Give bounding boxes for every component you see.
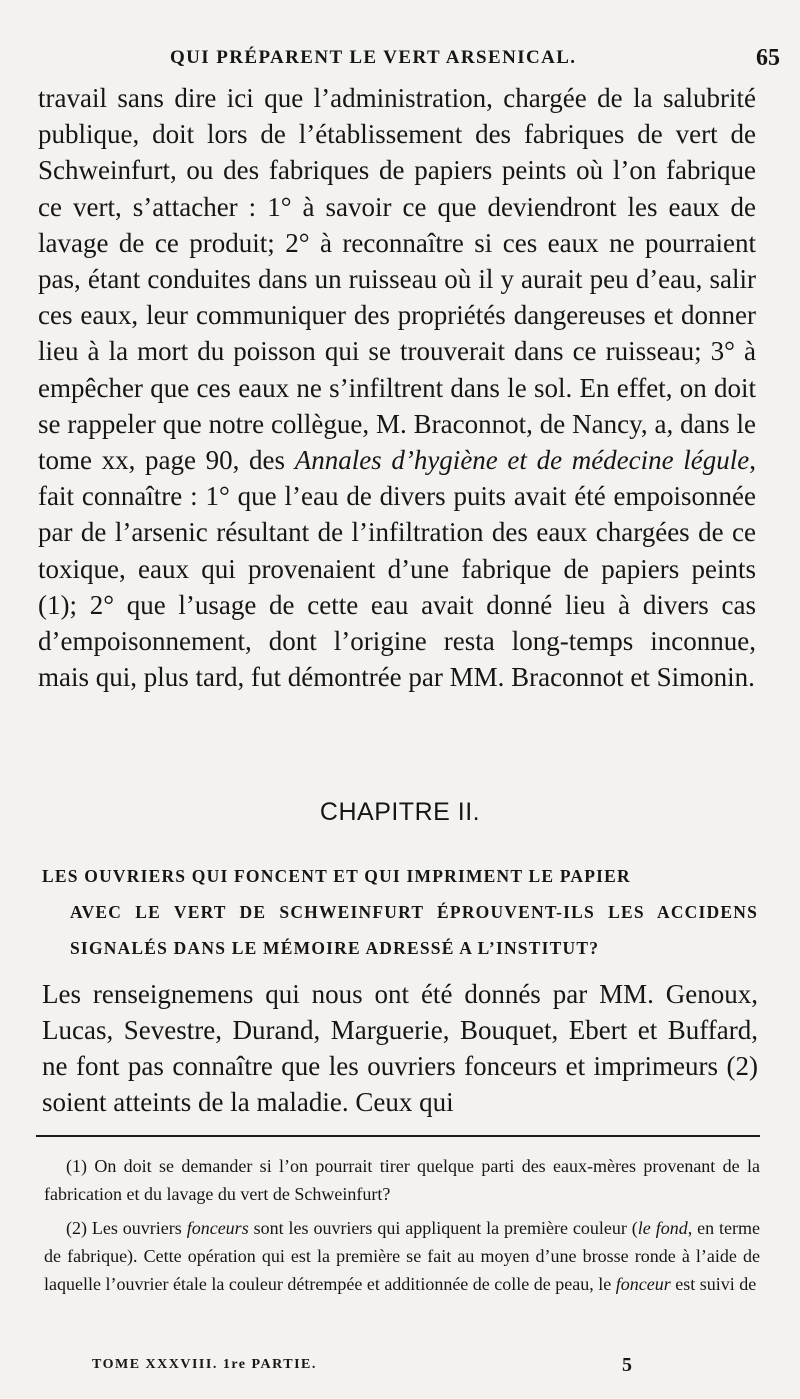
signature-mark: TOME XXXVIII. 1re PARTIE.: [92, 1357, 317, 1372]
footnote-2-italic-1: fonceurs: [186, 1218, 249, 1238]
footnotes: [44, 1152, 760, 1304]
footnote-2-italic-2: le fond: [637, 1218, 688, 1238]
paragraph-1-part-b: , fait connaître : 1° que l’eau de divers puits avait été empoisonnée par de l’arsenic résultant de l’infiltration des eaux chargées de ce toxique, eaux qui provenaient d’une fabrique de papiers peints (1); 2° que l’usage de cette eau avait donné lieu à divers cas d’empoisonnement, dont l’origine resta long-temps inconnue, mais qui, plus tard, fut démontrée par MM. Braconnot et Simonin.: [38, 445, 757, 693]
chapter-title-line-1: LES OUVRIERS QUI FONCENT ET QUI IMPRIMENT LE PAPIER: [42, 866, 631, 886]
footnote-2: [44, 1214, 760, 1298]
chapter-heading: [0, 798, 800, 827]
main-paragraph: [38, 80, 756, 695]
journal-title: Annales d’hygiène et de médecine légule: [294, 445, 750, 476]
chapter-paragraph: Les renseignemens qui nous ont été donnés par MM. Genoux, Lucas, Sevestre, Durand, Marguerie, Bouquet, Ebert et Buffard, ne font pas connaître que les ouvriers fonceurs et imprimeurs (2) soient atteints de la maladie. Ceux qui: [42, 979, 758, 1117]
footnote-2-part-c: , en terme de fabrique). Cette opération qui est la première se fait au moyen d’une brosse ronde à l’aide de laquelle l’ouvrier étale la couleur détrempée et additionnée de colle de peau, le: [44, 1218, 760, 1294]
footnote-2-part-b: sont les ouvriers qui appliquent la première couleur (: [248, 1218, 638, 1238]
footnote-2-part-a: (2) Les ouvriers: [66, 1218, 187, 1238]
paragraph-1: [38, 80, 756, 695]
sheet-number: 5: [622, 1353, 632, 1376]
chapter-title-line-2: AVEC LE VERT DE SCHWEINFURT ÉPROUVENT-ILS LES ACCIDENS SIGNALÉS DANS LE MÉMOIRE ADRESSÉ A L’INSTITUT?: [70, 902, 758, 958]
chapter-number: CHAPITRE II.: [319, 798, 481, 826]
footnote-1: (1) On doit se demander si l’on pourrait tirer quelque parti des eaux-mères provenant de la fabrication et du lavage du vert de Schweinfurt?: [44, 1156, 760, 1204]
footnote-2-part-d: est suivi de: [670, 1274, 757, 1294]
page-number: 65: [756, 44, 780, 71]
chapter-title: [42, 858, 758, 966]
footnote-rule: [36, 1135, 760, 1137]
paragraph-1-part-a: travail sans dire ici que l’administration, chargée de la salubrité publique, doit lors de l’établissement des fabriques de vert de Schweinfurt, ou des fabriques de papiers peints où l’on fabrique ce vert, s’attacher : 1° à savoir ce que deviendront les eaux de lavage de ce produit; 2° à reconnaître si ces eaux ne pourraient pas, étant conduites dans un ruisseau où il y aurait peu d’eau, salir ces eaux, leur communiquer des propriétés dangereuses et donner lieu à la mort du poisson qui se trouverait dans ce ruisseau; 3° à empêcher que ces eaux ne s’infiltrent dans le sol. En effet, on doit se rappeler que notre collègue, M. Braconnot, de Nancy, a, dans le tome xx, page 90, des: [38, 83, 756, 476]
running-head-title: QUI PRÉPARENT LE VERT ARSENICAL.: [170, 47, 577, 68]
footnote-2-italic-3: fonceur: [615, 1274, 671, 1294]
running-head: [170, 42, 780, 74]
page-footer: [92, 1350, 632, 1380]
